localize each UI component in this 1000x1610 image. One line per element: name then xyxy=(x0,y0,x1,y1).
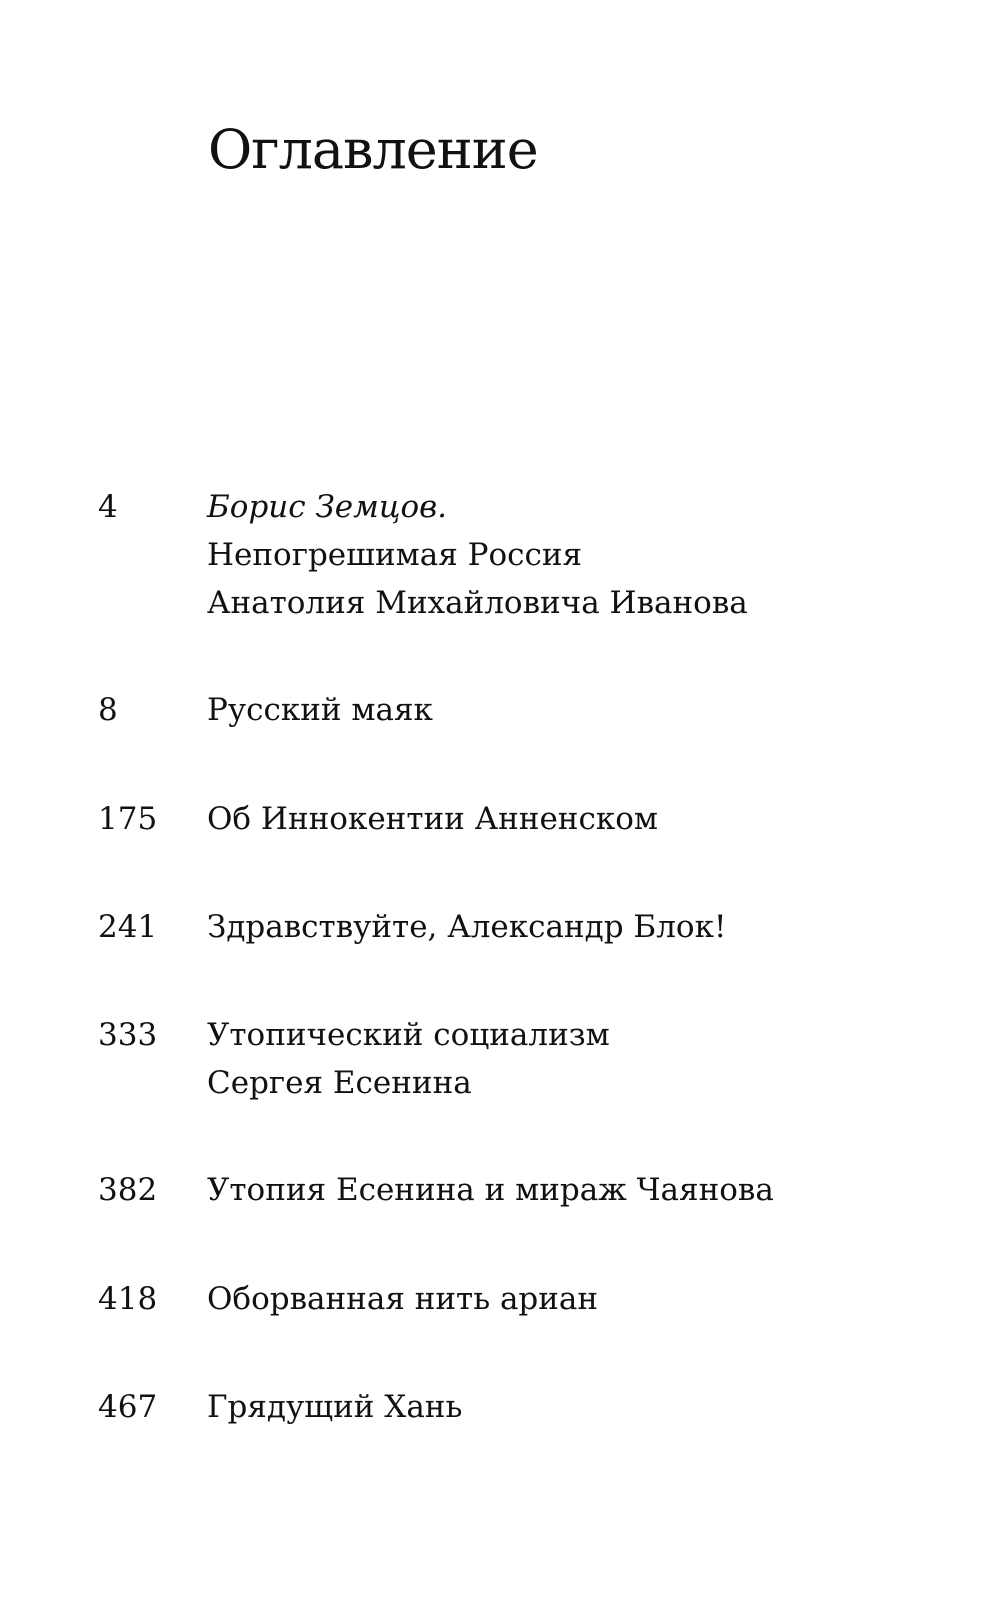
toc-entry-title-line: Русский маяк xyxy=(207,692,433,728)
toc-entry-title-line: Анатолия Михайловича Иванова xyxy=(207,585,748,621)
toc-page-number: 8 xyxy=(98,692,118,728)
toc-page-number: 382 xyxy=(98,1172,158,1208)
toc-page-number: 333 xyxy=(98,1017,158,1053)
toc-entry-title-line: Грядущий Хань xyxy=(207,1389,463,1425)
toc-page-number: 4 xyxy=(98,489,118,525)
toc-entry-title xyxy=(207,1011,967,1107)
toc-page-number: 418 xyxy=(98,1281,158,1317)
toc-entry-title-line: Оборванная нить ариан xyxy=(207,1281,599,1317)
toc-entry-title-line: Здравствуйте, Александр Блок! xyxy=(207,909,727,945)
toc-entry-title xyxy=(207,686,967,734)
toc-page-number: 467 xyxy=(98,1389,158,1425)
toc-entry-title xyxy=(207,903,967,951)
toc-entry-title xyxy=(207,1166,967,1214)
toc-entry-title xyxy=(207,1275,967,1323)
toc-entry-author: Борис Земцов. xyxy=(207,489,448,525)
toc-entry-title xyxy=(207,483,967,627)
toc-entry-title-line: Непогрешимая Россия xyxy=(207,537,583,573)
toc-entry-title-line: Об Иннокентии Анненском xyxy=(207,801,658,837)
page-title: Оглавление xyxy=(208,118,538,181)
toc-entry-title-line: Утопический социализм xyxy=(207,1017,610,1053)
toc-page-number: 241 xyxy=(98,909,158,945)
toc-entry-title-line: Сергея Есенина xyxy=(207,1065,472,1101)
toc-page-number: 175 xyxy=(98,801,158,837)
toc-entry-title xyxy=(207,1383,967,1431)
toc-entry-title xyxy=(207,795,967,843)
toc-entry-title-line: Утопия Есенина и мираж Чаянова xyxy=(207,1172,774,1208)
